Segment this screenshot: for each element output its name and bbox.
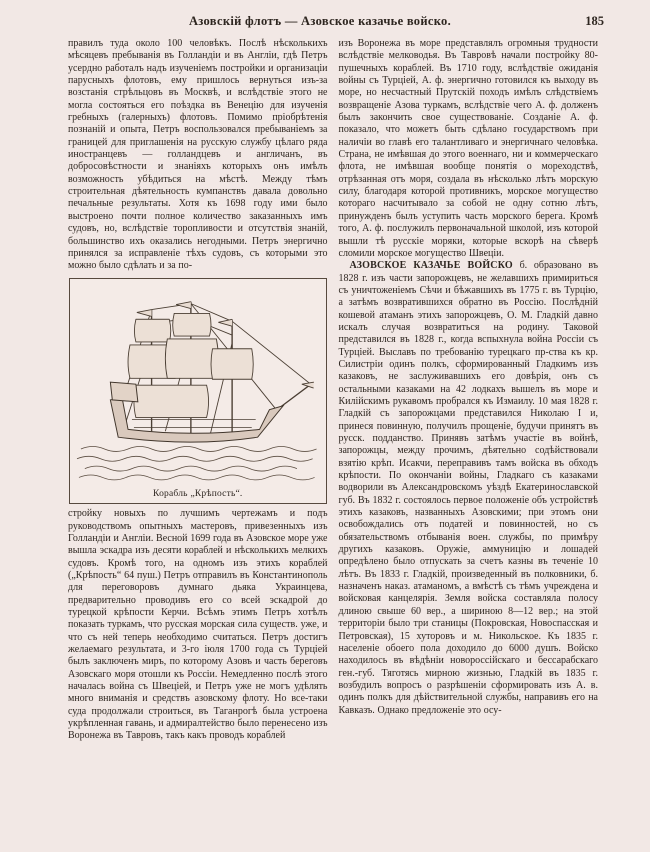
article-title: АЗОВСКОЕ КАЗАЧЬЕ ВОЙСКО — [349, 260, 513, 272]
left-column — [68, 38, 328, 844]
right-column-paragraph-top: изъ Воронежа въ море представлялъ огромныя трудности вслѣдствіе мелководья. Въ Тавровѣ начали постройку 80-пушечныхъ кораблей. Въ 1710 году, вслѣдствіе ожиданія войны съ Турціей, А. ф. энергично готовился къ выходу въ море, но несчастный Прутскій походъ имѣлъ слѣдствіемъ возвращеніе Азова туркамъ, вслѣдствіе чего А. ф. долженъ былъ закончить свое существованіе. Созданіе А. ф. показало, что можетъ быть сдѣлано государствомъ при наличіи во главѣ его талантливаго и энергичнаго человѣка. Страна, не имѣвшая до этого военнаго, ни и коммерческаго флота, не имѣвшая вообще понятія о мореходствѣ, отрѣзанная отъ моря, создала въ нѣсколько лѣтъ морскую силу, благодаря которой противникъ, морское могущество котораго насчитывало за собой не одну сотню лѣтъ, принужденъ былъ уступить часть морского берега. Кромѣ того, А. ф. послужилъ первоначальной школой, изъ которой вышли тѣ русскіе моряки, которые вскорѣ на сѣверѣ сломили морское могущество Швеціи. — [338, 38, 598, 259]
page-title: Азовскій флотъ — Азовское казачье войско. — [188, 14, 452, 28]
running-header — [68, 14, 604, 32]
article-azov-cossack-host — [339, 260, 599, 717]
left-column-paragraph-top: правилъ туда около 100 человѣкъ. Послѣ нѣсколькихъ мѣсяцевъ пребыванія въ Голландіи и въ Англіи, гдѣ Петръ усердно работалъ надъ изученіемъ постройки и организаціи парусныхъ флотовъ, ему пришлось вернуться изъ-за возстанія стрѣльцовъ въ Москвѣ, и вслѣдствіе этого не могла состояться его поѣздка въ Венецію для изученія гребныхъ (галерныхъ) флотовъ. Помимо пріобрѣтенія познаній и опыта, Петръ воспользовался пребываніемъ за границей для приглашенія на русскую службу цѣлаго ряда иностранцевъ — голландцевъ и англичанъ, въ добросовѣстности и знаніяхъ которыхъ онъ имѣлъ возможность убѣдиться на мѣстѣ. Между тѣмъ строительная дѣятельность кумпанствъ давала довольно печальные результаты. Хотя къ 1698 году ими было выстроено почти полное количество заказанныхъ имъ судовъ, но, вслѣдствіе торопливости и отсутствія знаній, большинство ихъ оказались негодными. Петръ энергично принялся за исправленіе тѣхъ судовъ, съ которыми это можно было сдѣлать и за по- — [68, 38, 328, 272]
text-columns — [68, 38, 598, 844]
figure-caption: Корабль „Крѣпость“. — [153, 488, 243, 499]
page-number: 185 — [585, 14, 604, 28]
ship-engraving — [75, 284, 321, 485]
right-column — [339, 38, 599, 844]
article-body: б. образовано въ 1828 г. изъ части запорожцевъ, не желавшихъ примириться съ уничтоженіемъ Сѣчи и бѣжавшихъ въ 1775 г. въ Турцію, а затѣмъ возвратившихся обратно въ Россію. Послѣдній кошевой атаманъ этихъ запорожцевъ, О. М. Гладкій давно искалъ случая возвратиться на родину. Таковой представился въ 1828 г., когда вспыхнула война Россіи съ Турціей. Выславъ по требованію турецкаго пр-ства къ кр. Силистріи одинъ полкъ, сформированный Гладкимъ изъ казаковъ, не заслуживавшихъ его довѣрія, онъ съ остальными казаками на 42 лодкахъ вышелъ въ море и Килійскимъ рукавомъ пробрался къ Измаилу. 10 мая 1828 г. Гладкій съ запорожцами представился Николаю I и, принеся повинную, получилъ прощеніе, будучи принятъ въ русск. подданство. Принявъ затѣмъ участіе въ войнѣ, запорожцы, между прочимъ, дѣятельно содѣйствовали взятію крѣп. Исакчи, переправивъ тамъ войска въ обходъ крѣпости. По окончаніи войны, Гладкаго съ казаками водворили въ Александровскомъ уѣздѣ Екатеринославской губ. Въ 1832 г. состоялось первое положеніе объ устройствѣ этихъ казаковъ, названныхъ Азовскими; при этомъ они освобождались отъ податей и повинностей, но съ обязательствомъ отбыванія воен. службы, по примѣру другихъ казаковъ. Оружіе, аммуницію и лошадей опредѣлено было отпускать за счетъ казны въ теченіе 10 лѣтъ. Въ 1833 г. Гладкій, произведенный въ полковники, б. назначенъ наказ. атаманомъ, а вмѣстѣ съ тѣмъ учреждена и войсковая канцелярія. Земля войска составляла полосу длиною свыше 60 вер., а шириною 8—12 вер.; на этой территоріи было три станицы (Покровская, Новоспасская и Петровская), 15 хуторовъ и м. Никольское. Къ 1835 г. населеніе обоего пола доходило до 6000 душъ. Войско находилось въ вѣдѣніи новороссійскаго и бессарабскаго ген.-губ. Тяготясь мирною жизнью, Гладкій въ 1835 г. возбудилъ вопросъ о разрѣшеніи сформировать изъ А. в. одинъ полкъ для дѣйствительной службы, направивъ его на Кавказъ. Однако предложеніе это осу- — [338, 260, 598, 716]
left-column-paragraph-bottom: стройку новыхъ по лучшимъ чертежамъ и подъ руководствомъ опытныхъ мастеровъ, привезенныхъ изъ Голландіи и Англіи. Весной 1699 года въ Азовское море уже вышла эскадра изъ десяти кораблей и нѣсколькихъ мелкихъ судовъ. Кромѣ того, на одномъ изъ этихъ кораблей („Крѣпость“ 64 пуш.) Петръ отправилъ въ Константинополь для переговоровъ думнаго дьяка Украинцева, предварительно проводивъ его со всей эскадрой до турецкой крѣпости Керчи. Всѣмъ этимъ Петръ хотѣлъ показать туркамъ, что русская морская сила существ. уже, и что съ ней теперь необходимо считаться. Петръ достигъ желаемаго результата, и 3-го іюля 1700 года съ Турціей былъ заключенъ миръ, по которому Азовъ и часть береговъ Азовскаго моря отошли къ Россіи. Немедленно послѣ этого началась война съ Швеціей, и Петръ уже не могъ удѣлять много вниманія и средствъ азовскому флоту. Но все-таки суда продолжали строиться, въ Таганрогѣ была устроена укрѣпленная гавань, и адмиралтейство было перенесено изъ Воронежа въ Тавровъ, такъ какъ проводъ кораблей — [68, 508, 328, 742]
ship-figure — [69, 278, 327, 505]
